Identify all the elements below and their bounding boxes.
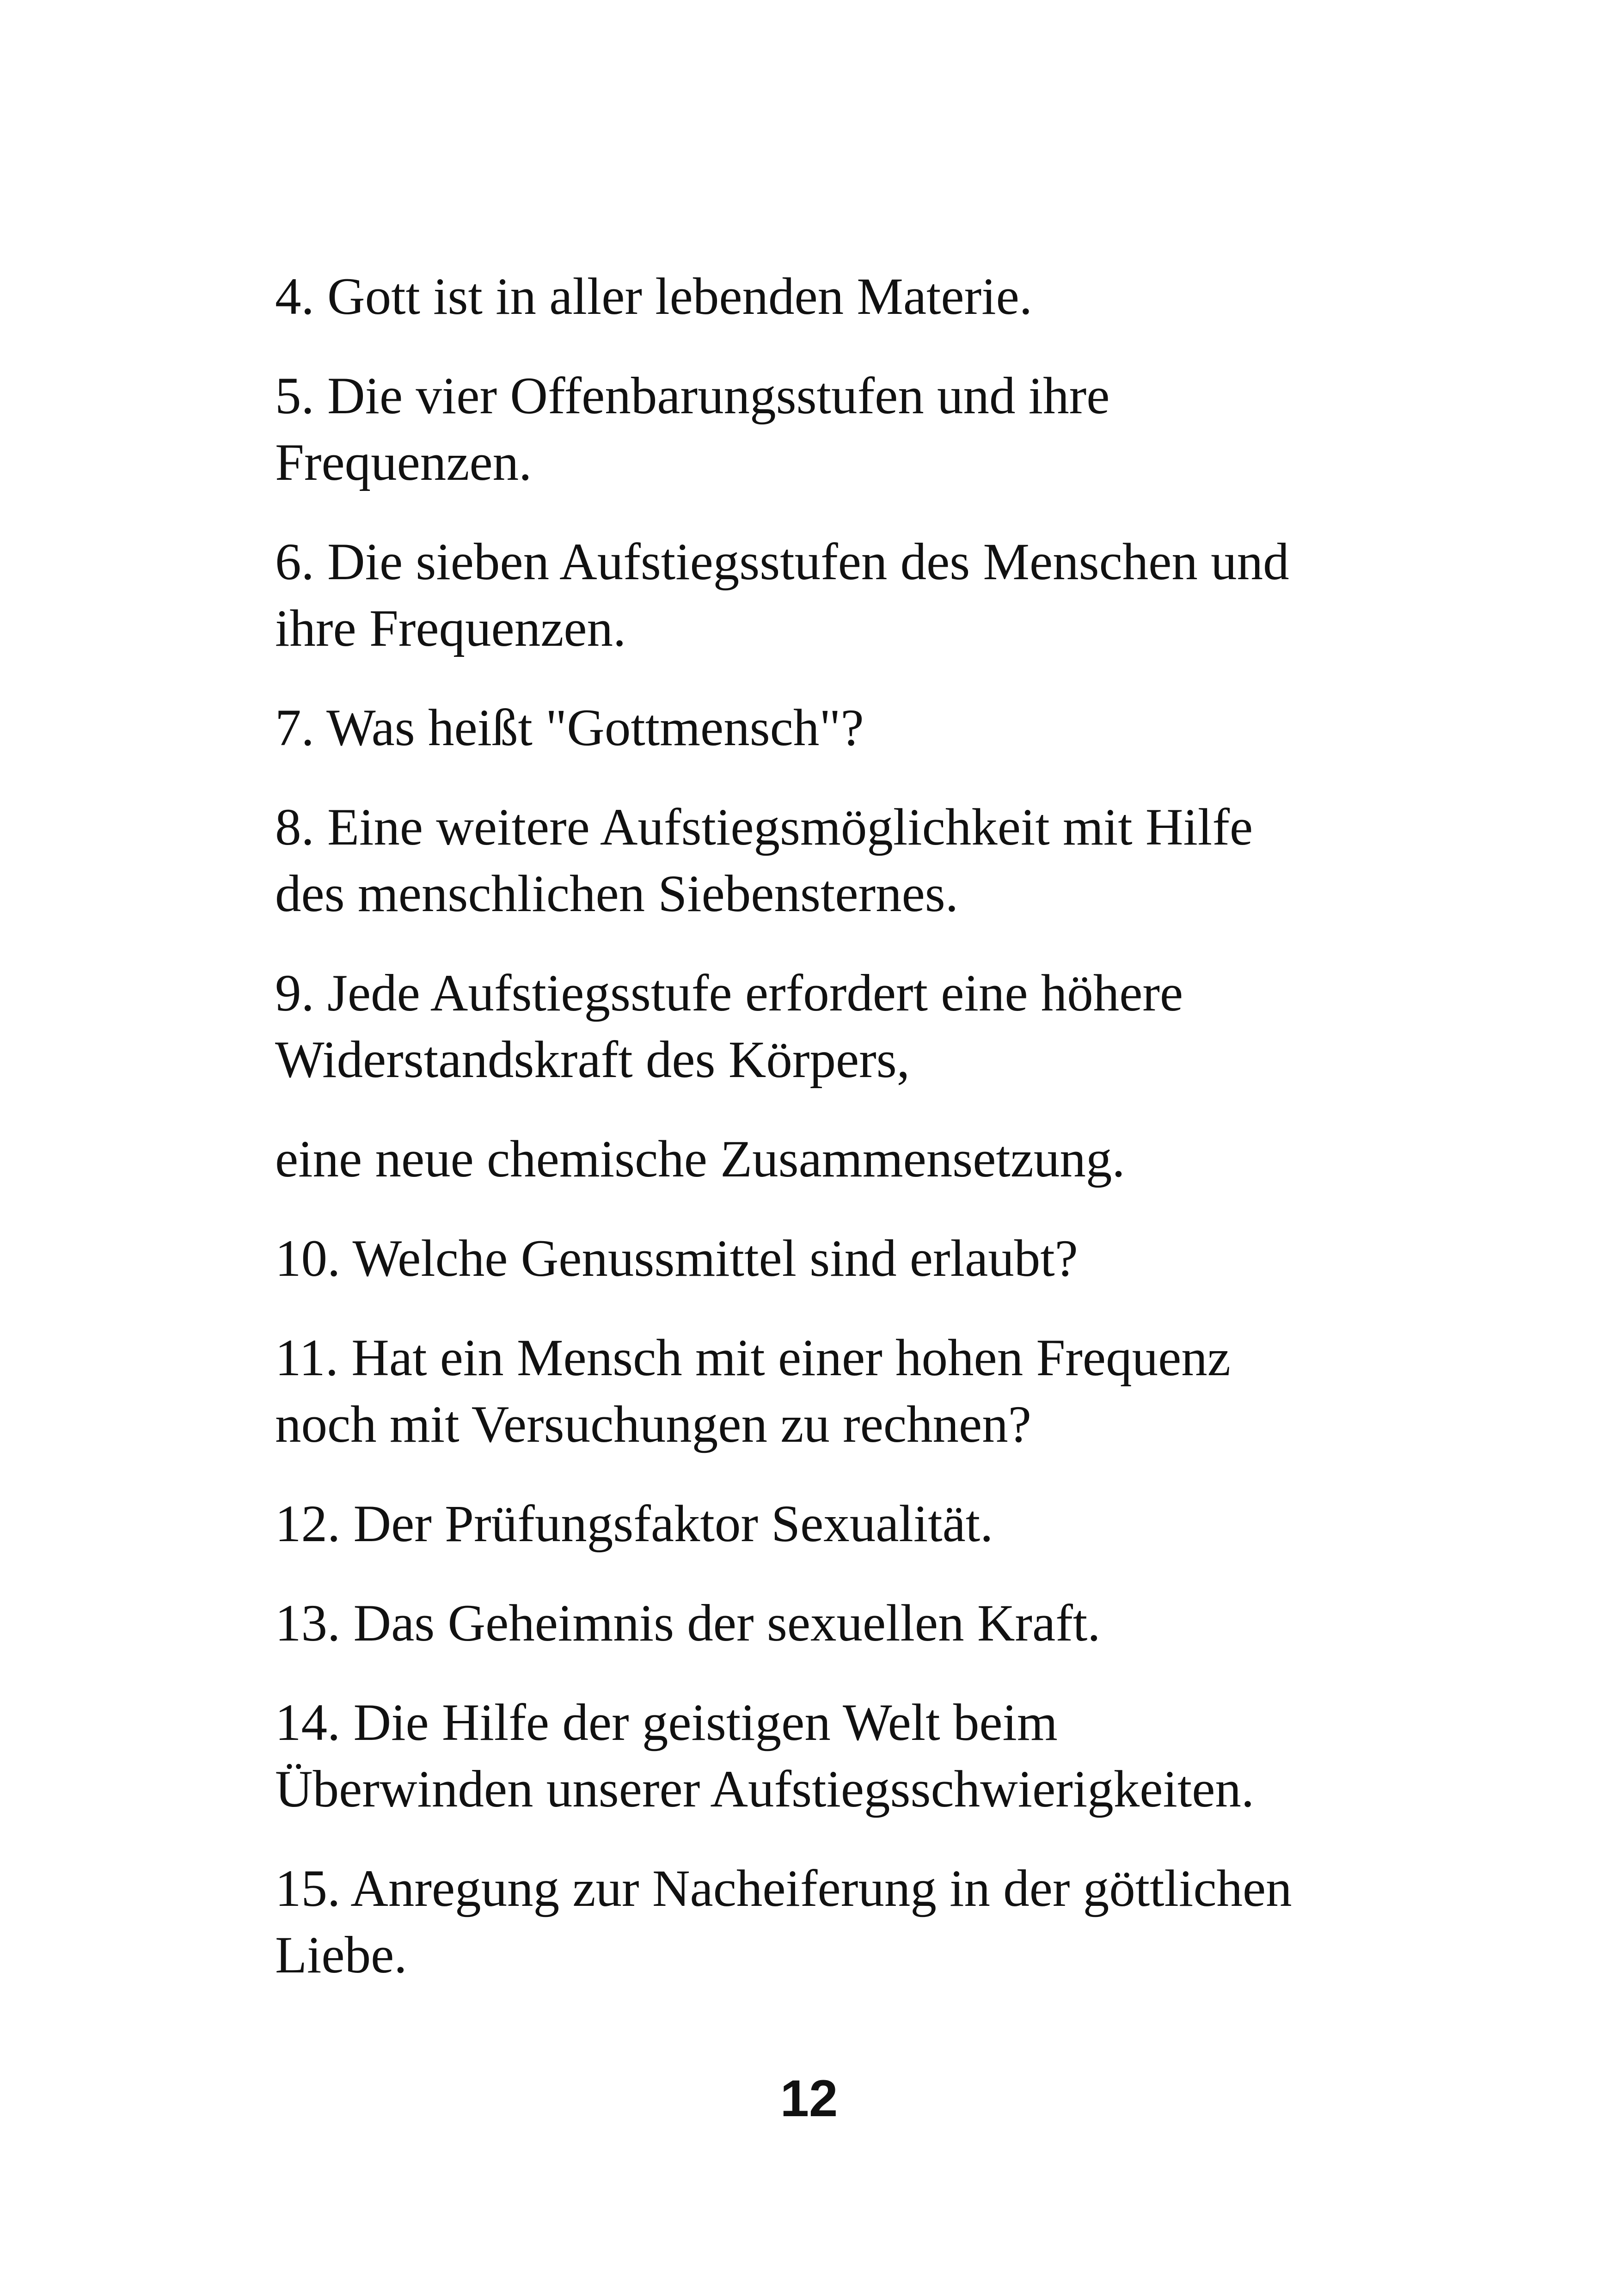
contents-item: 15. Anregung zur Nacheiferung in der göttlichen Liebe. bbox=[275, 1860, 1292, 1984]
contents-item: 8. Eine weitere Aufstiegsmöglichkeit mit Hilfe des menschlichen Siebensternes. bbox=[275, 798, 1253, 923]
contents-item: 10. Welche Genussmittel sind erlaubt? bbox=[275, 1230, 1078, 1287]
contents-item: 7. Was heißt "Gottmensch"? bbox=[275, 699, 864, 757]
contents-item: 6. Die sieben Aufstiegsstufen des Menschen und ihre Frequenzen. bbox=[275, 533, 1289, 657]
contents-item: 13. Das Geheimnis der sexuellen Kraft. bbox=[275, 1594, 1101, 1652]
contents-list bbox=[275, 263, 1477, 2021]
contents-item: 12. Der Prüfungsfaktor Sexualität. bbox=[275, 1495, 993, 1553]
contents-item: 4. Gott ist in aller lebenden Materie. bbox=[275, 268, 1033, 325]
contents-item: eine neue chemische Zusammensetzung. bbox=[275, 1130, 1125, 1188]
contents-item: 14. Die Hilfe der geistigen Welt beim Überwinden unserer Aufstiegsschwierigkeiten. bbox=[275, 1694, 1255, 1818]
contents-item: 9. Jede Aufstiegsstufe erfordert eine höhere Widerstandskraft des Körpers, bbox=[275, 964, 1183, 1089]
page-number: 12 bbox=[780, 2069, 838, 2127]
contents-item: 11. Hat ein Mensch mit einer hohen Frequenz noch mit Versuchungen zu rechnen? bbox=[275, 1329, 1231, 1453]
contents-item: 5. Die vier Offenbarungsstufen und ihre Frequenzen. bbox=[275, 367, 1110, 491]
